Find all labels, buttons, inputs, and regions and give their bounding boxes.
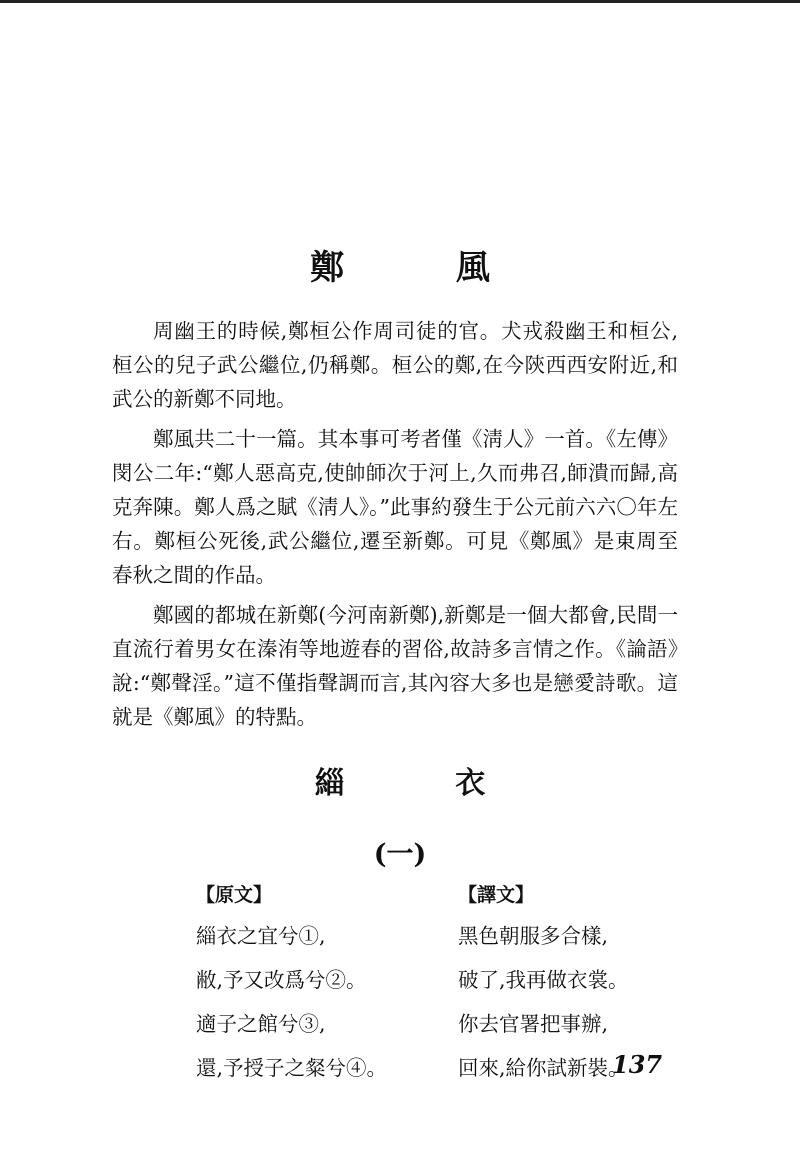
original-heading: 【原文】 <box>196 884 273 906</box>
intro-paragraph: 鄭風共二十一篇。其本事可考者僅《淸人》一首。《左傳》閔公二年:“鄭人惡高克,使帥師次于河上,久而弗召,師潰而歸,高克奔陳。鄭人爲之賦《淸人》。”此事約發生于公元前六六〇年左右。鄭桓公死後,武公繼位,遷至新鄭。可見《鄭風》是東周至春秋之間的作品。 <box>112 427 678 587</box>
original-text-column <box>196 876 436 1090</box>
intro-text <box>112 314 678 740</box>
top-border <box>0 0 800 3</box>
original-line: 敝,予又改爲兮②。 <box>196 968 367 992</box>
translation-line: 破了,我再做衣裳。 <box>458 968 629 992</box>
poem-title: 緇 衣 <box>314 766 536 801</box>
translation-line: 黑色朝服多合樣, <box>458 924 609 948</box>
original-line: 還,予授子之粲兮④。 <box>196 1056 388 1080</box>
original-line: 緇衣之宜兮①, <box>196 924 326 948</box>
translation-heading: 【譯文】 <box>458 884 535 906</box>
intro-paragraph: 周幽王的時候,鄭桓公作周司徒的官。犬戎殺幽王和桓公,桓公的兒子武公繼位,仍稱鄭。桓公的鄭,在今陝西西安附近,和武公的新鄭不同地。 <box>112 319 678 411</box>
section-title: 鄭 風 <box>310 248 540 288</box>
intro-paragraph: 鄭國的都城在新鄭(今河南新鄭),新鄭是一個大都會,民間一直流行着男女在溱洧等地遊春的習俗,故詩多言情之作。《論語》說:“鄭聲淫。”這不僅指聲調而言,其內容大多也是戀愛詩歌。這就是《鄭風》的特點。 <box>112 603 678 729</box>
original-line: 適子之館兮③, <box>196 1012 326 1036</box>
page-number: 137 <box>612 1050 663 1079</box>
stanza-label: (一) <box>373 839 427 870</box>
translation-line: 回來,給你試新裝。 <box>458 1056 629 1080</box>
translation-line: 你去官署把事辦, <box>458 1012 609 1036</box>
